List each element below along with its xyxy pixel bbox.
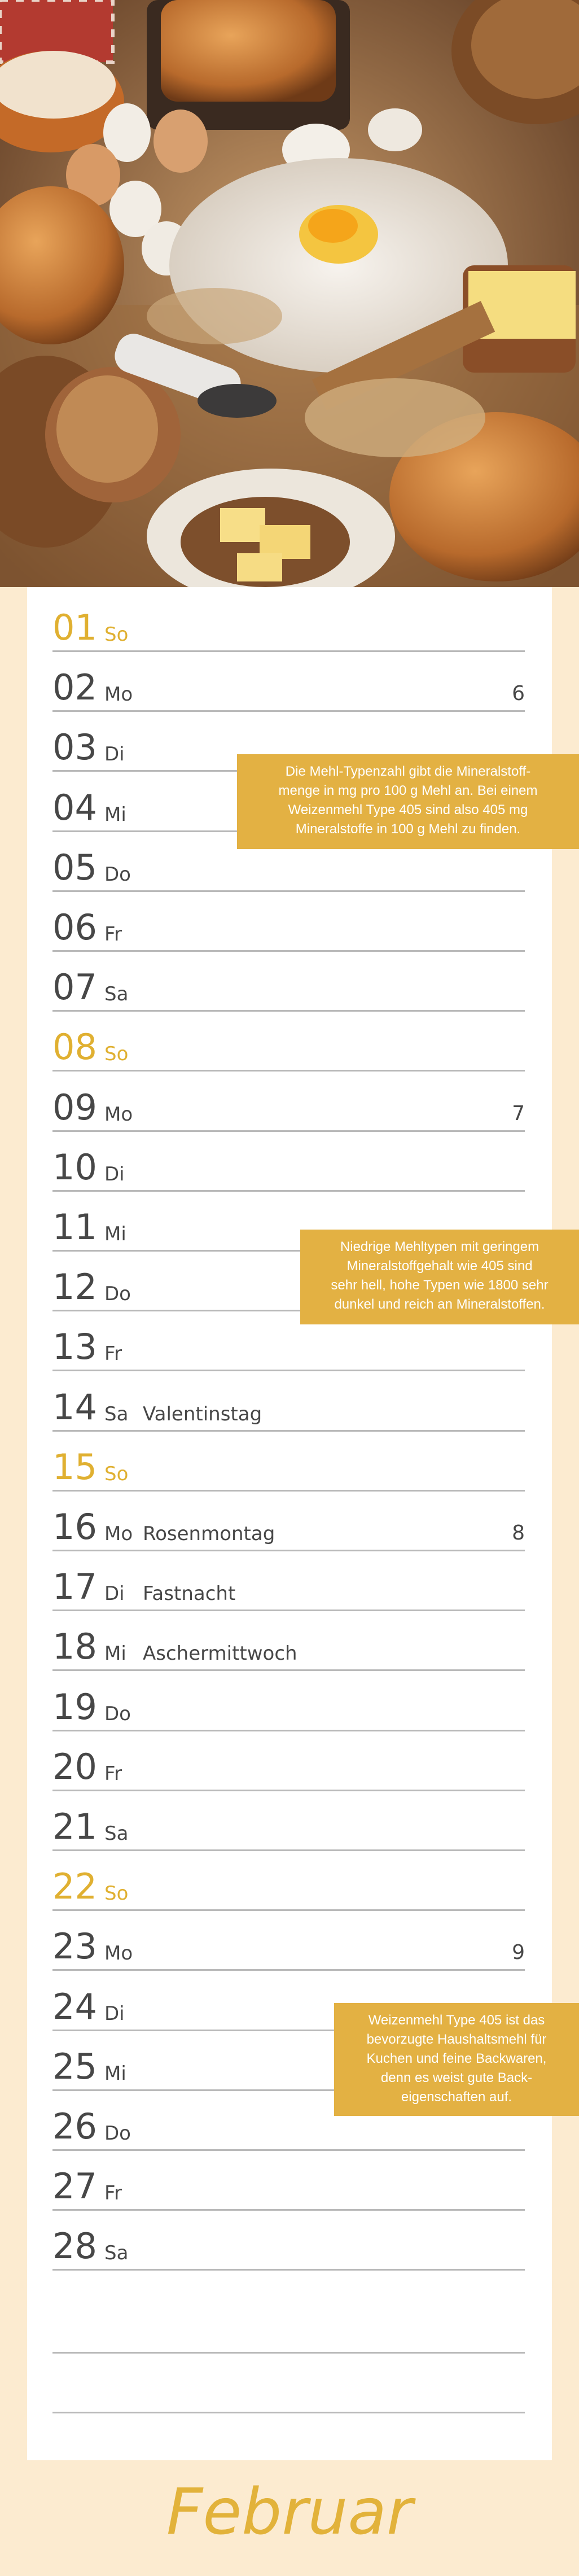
weekday-label: Mi: [104, 1223, 126, 1245]
day-row[interactable]: [52, 1611, 525, 1671]
day-row[interactable]: [52, 1492, 525, 1551]
weekday-label: Sa: [104, 2242, 129, 2265]
weekday-label: Sa: [104, 983, 129, 1006]
day-row[interactable]: [52, 1432, 525, 1492]
day-number: 02: [52, 667, 97, 708]
weekday-label: Do: [104, 1283, 131, 1306]
month-title: Februar: [166, 2476, 413, 2549]
day-number: 12: [52, 1266, 97, 1308]
header-photo: [0, 0, 579, 587]
week-number: 7: [512, 1101, 525, 1125]
weekday-label: Mi: [104, 2062, 126, 2085]
day-row[interactable]: [52, 592, 525, 652]
weekday-label: Sa: [104, 1822, 129, 1845]
day-number: 19: [52, 1686, 97, 1727]
day-number: 24: [52, 1985, 97, 2027]
day-row[interactable]: [52, 1851, 525, 1911]
day-row[interactable]: [52, 2151, 525, 2211]
day-number: 15: [52, 1446, 97, 1488]
day-number: 01: [52, 607, 97, 648]
bread-photo-icon: [0, 0, 579, 587]
day-number: 03: [52, 727, 97, 768]
day-number: 16: [52, 1506, 97, 1547]
weekday-label: Mi: [104, 1642, 126, 1665]
day-number: 11: [52, 1206, 97, 1248]
weekday-label: Mo: [104, 683, 133, 706]
info-note-1: Die Mehl-Typenzahl gibt die Mineralstoff- menge in mg pro 100 g Mehl an. Bei einem Weizenmehl Type 405 sind also 405 mg Mineralstoffe in 100 g Mehl zu finden.: [237, 754, 579, 849]
holiday-label: Valentinstag: [143, 1402, 262, 1425]
day-number: 28: [52, 2225, 97, 2267]
day-row[interactable]: [52, 2211, 525, 2271]
info-note-3: Weizenmehl Type 405 ist das bevorzugte Haushaltsmehl für Kuchen und feine Backwaren, denn es weist gute Back- eigenschaften auf.: [334, 2003, 579, 2116]
week-number: 8: [512, 1521, 525, 1545]
weekday-label: So: [104, 1462, 129, 1485]
day-row[interactable]: [52, 652, 525, 712]
day-row[interactable]: [52, 892, 525, 952]
holiday-label: Rosenmontag: [143, 1523, 275, 1545]
day-row[interactable]: [52, 1012, 525, 1071]
day-row[interactable]: [52, 1072, 525, 1132]
weekday-label: Fr: [104, 923, 122, 946]
day-number: 08: [52, 1026, 97, 1068]
weekday-label: Do: [104, 863, 131, 886]
week-number: 9: [512, 1941, 525, 1965]
day-number: 05: [52, 846, 97, 888]
day-number: 18: [52, 1626, 97, 1668]
weekday-label: So: [104, 623, 129, 646]
day-row[interactable]: [52, 1911, 525, 1971]
day-number: 14: [52, 1386, 97, 1428]
weekday-label: Mo: [104, 1942, 133, 1965]
weekday-label: Mi: [104, 803, 126, 826]
weekday-label: Di: [104, 1162, 125, 1186]
day-number: 21: [52, 1806, 97, 1847]
weekday-label: Mo: [104, 1103, 133, 1126]
day-number: 25: [52, 2045, 97, 2087]
day-number: 09: [52, 1086, 97, 1128]
day-number: 07: [52, 966, 97, 1008]
weekday-label: Di: [104, 1582, 125, 1606]
week-number: 6: [512, 682, 525, 706]
day-row[interactable]: [52, 1731, 525, 1791]
weekday-label: So: [104, 1882, 129, 1905]
day-number: 27: [52, 2166, 97, 2207]
day-row[interactable]: [52, 952, 525, 1012]
day-number: 22: [52, 1866, 97, 1908]
weekday-label: Do: [104, 1702, 131, 1725]
weekday-label: Di: [104, 743, 125, 766]
weekday-label: Mo: [104, 1523, 133, 1545]
day-number: 04: [52, 786, 97, 828]
weekday-label: Fr: [104, 1762, 122, 1785]
day-row[interactable]: [52, 1132, 525, 1192]
holiday-label: Aschermittwoch: [143, 1642, 297, 1665]
weekday-label: Fr: [104, 2182, 122, 2205]
weekday-label: Do: [104, 2122, 131, 2145]
holiday-label: Fastnacht: [143, 1582, 236, 1606]
info-note-2: Niedrige Mehltypen mit geringem Mineralstoffgehalt wie 405 sind sehr hell, hohe Typen wie 1800 sehr dunkel und reich an Mineralstoffen.: [300, 1230, 579, 1324]
weekday-label: Sa: [104, 1402, 129, 1425]
day-number: 26: [52, 2106, 97, 2147]
day-number: 06: [52, 907, 97, 948]
day-row[interactable]: [52, 1791, 525, 1851]
row-divider: [52, 2412, 525, 2413]
day-number: 20: [52, 1746, 97, 1787]
empty-row[interactable]: [52, 2354, 525, 2413]
day-row[interactable]: [52, 1551, 525, 1611]
day-number: 10: [52, 1146, 97, 1188]
day-number: 17: [52, 1566, 97, 1608]
empty-row[interactable]: [52, 2294, 525, 2354]
weekday-label: Di: [104, 2002, 125, 2025]
weekday-label: So: [104, 1043, 129, 1066]
day-row[interactable]: [52, 1372, 525, 1432]
row-divider: [52, 2269, 525, 2271]
weekday-label: Fr: [104, 1342, 122, 1366]
day-number: 23: [52, 1926, 97, 1967]
day-number: 13: [52, 1326, 97, 1368]
day-row[interactable]: [52, 1672, 525, 1731]
